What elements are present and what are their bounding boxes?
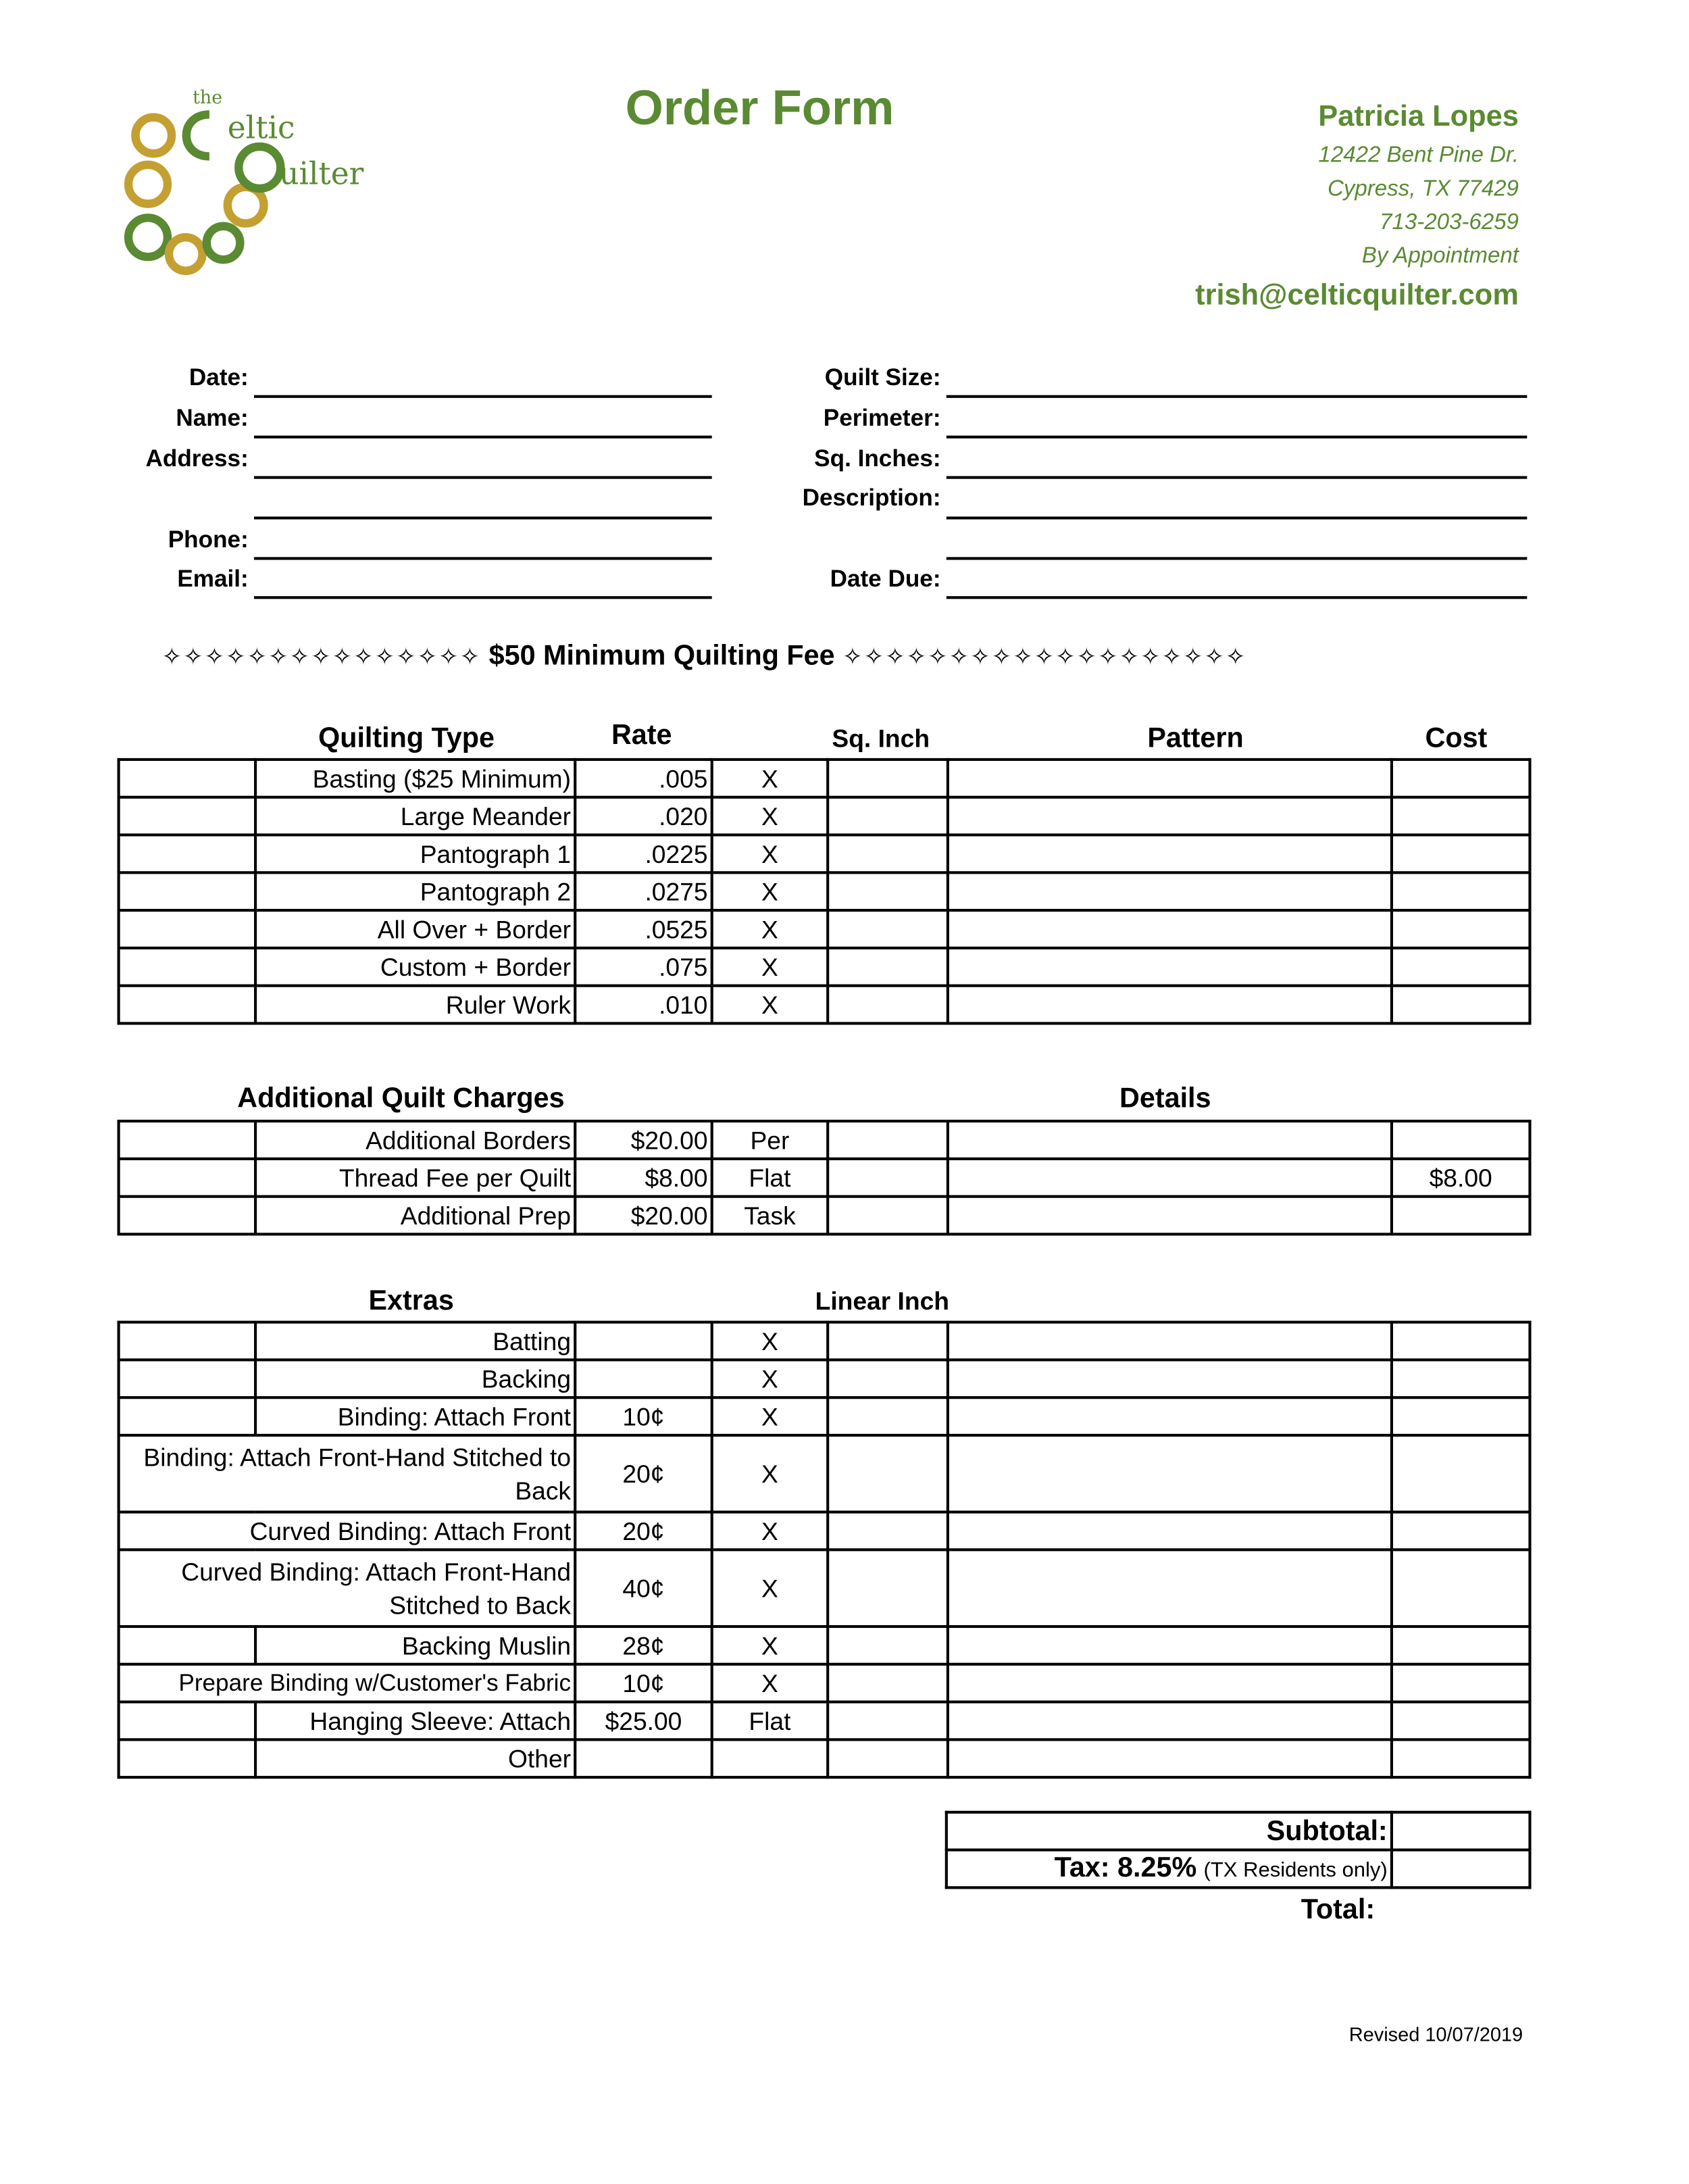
quilting-row bbox=[119, 797, 1530, 835]
date-due-label: Date Due: bbox=[830, 565, 941, 593]
extras-header: Extras bbox=[368, 1285, 454, 1317]
additional-charges-table bbox=[118, 1120, 1532, 1235]
pattern-cell[interactable] bbox=[948, 986, 1392, 1024]
extras-row bbox=[119, 1627, 1530, 1664]
multiply-cell: X bbox=[712, 1512, 828, 1550]
date-label: Date: bbox=[188, 364, 249, 391]
pattern-cell[interactable] bbox=[948, 910, 1392, 948]
linear-inch-cell[interactable] bbox=[828, 1627, 948, 1664]
select-cell[interactable] bbox=[119, 1322, 255, 1360]
linear-inch-cell[interactable] bbox=[828, 1397, 948, 1435]
linear-inch-cell[interactable] bbox=[828, 1702, 948, 1740]
multiply-cell: X bbox=[712, 797, 828, 835]
select-cell[interactable] bbox=[119, 1397, 255, 1435]
minimum-fee-text: $50 Minimum Quilting Fee bbox=[488, 641, 835, 672]
totals-table bbox=[945, 1811, 1532, 1889]
multiply-cell: X bbox=[712, 1360, 828, 1397]
pattern-cell[interactable] bbox=[948, 948, 1392, 986]
select-cell[interactable] bbox=[119, 910, 255, 948]
multiply-cell: X bbox=[712, 835, 828, 873]
extra-type-cell: Other bbox=[255, 1739, 575, 1777]
sq-inches-field[interactable] bbox=[947, 476, 1527, 479]
hours: By Appointment bbox=[1361, 244, 1519, 268]
multiply-cell: X bbox=[712, 1435, 828, 1512]
quilt-size-label: Quilt Size: bbox=[824, 364, 941, 391]
multiply-cell: X bbox=[712, 1627, 828, 1664]
details-cell[interactable] bbox=[948, 1322, 1392, 1360]
select-cell[interactable] bbox=[119, 948, 255, 986]
details-cell[interactable] bbox=[948, 1435, 1392, 1512]
details-cell[interactable] bbox=[948, 1121, 1392, 1159]
linear-inch-cell[interactable] bbox=[828, 1739, 948, 1777]
rate-cell bbox=[575, 1739, 711, 1777]
rate-cell: $20.00 bbox=[575, 1121, 711, 1159]
address-field-1[interactable] bbox=[254, 476, 712, 479]
rate-header: Rate bbox=[611, 720, 672, 751]
cost-header: Cost bbox=[1425, 723, 1488, 754]
extra-type-cell: Batting bbox=[255, 1322, 575, 1360]
quilting-type-cell: Ruler Work bbox=[255, 986, 575, 1024]
details-cell[interactable] bbox=[948, 1739, 1392, 1777]
cost-cell[interactable] bbox=[1392, 1702, 1530, 1740]
tax-value[interactable] bbox=[1392, 1850, 1530, 1888]
cost-cell[interactable] bbox=[1392, 1627, 1530, 1664]
tax-note: (TX Residents only) bbox=[1203, 1857, 1388, 1882]
charge-type-cell: Additional Prep bbox=[255, 1197, 575, 1235]
phone-number: 713-203-6259 bbox=[1380, 210, 1519, 235]
unit-cell: Flat bbox=[712, 1159, 828, 1197]
extras-row bbox=[119, 1360, 1530, 1397]
cost-cell[interactable] bbox=[1392, 1435, 1530, 1512]
cost-cell[interactable] bbox=[1392, 1360, 1530, 1397]
cost-cell[interactable] bbox=[1392, 760, 1530, 797]
address-field-2[interactable] bbox=[254, 516, 712, 519]
extras-row bbox=[119, 1435, 1530, 1512]
extra-type-cell: Binding: Attach Front-Hand Stitched to Back bbox=[119, 1435, 576, 1512]
celtic-quilter-logo bbox=[123, 86, 395, 275]
subtotal-label: Subtotal: bbox=[947, 1812, 1392, 1850]
multiply-cell: X bbox=[712, 948, 828, 986]
additional-charge-row bbox=[119, 1159, 1530, 1197]
rate-cell: .020 bbox=[575, 797, 711, 835]
date-due-field[interactable] bbox=[947, 596, 1527, 599]
select-cell[interactable] bbox=[119, 1197, 255, 1235]
subtotal-value[interactable] bbox=[1392, 1812, 1530, 1850]
business-owner-name: Patricia Lopes bbox=[1318, 100, 1519, 133]
select-cell[interactable] bbox=[119, 872, 255, 910]
multiply-cell: X bbox=[712, 760, 828, 797]
pattern-cell[interactable] bbox=[948, 872, 1392, 910]
page-title: Order Form bbox=[625, 80, 894, 136]
details-cell[interactable] bbox=[948, 1664, 1392, 1702]
email-field[interactable] bbox=[254, 596, 712, 599]
details-cell[interactable] bbox=[948, 1197, 1392, 1235]
sq-inch-cell[interactable] bbox=[828, 910, 948, 948]
rate-cell: $8.00 bbox=[575, 1159, 711, 1197]
details-cell[interactable] bbox=[948, 1397, 1392, 1435]
pattern-header: Pattern bbox=[1147, 723, 1244, 754]
additional-charge-row bbox=[119, 1197, 1530, 1235]
details-cell[interactable] bbox=[948, 1360, 1392, 1397]
cost-cell[interactable] bbox=[1392, 1664, 1530, 1702]
description-field-2[interactable] bbox=[947, 557, 1527, 560]
phone-label: Phone: bbox=[168, 526, 249, 553]
linear-inch-cell[interactable] bbox=[828, 1512, 948, 1550]
rate-cell: .075 bbox=[575, 948, 711, 986]
extra-type-cell: Prepare Binding w/Customer's Fabric bbox=[119, 1664, 576, 1702]
quilting-row bbox=[119, 948, 1530, 986]
rate-cell: .0225 bbox=[575, 835, 711, 873]
unit-cell: Per bbox=[712, 1121, 828, 1159]
cost-cell[interactable] bbox=[1392, 910, 1530, 948]
rate-cell: $25.00 bbox=[575, 1702, 711, 1740]
extra-type-cell: Curved Binding: Attach Front bbox=[119, 1512, 576, 1550]
rate-cell: 20¢ bbox=[575, 1435, 711, 1512]
details-cell[interactable] bbox=[948, 1512, 1392, 1550]
cost-cell[interactable] bbox=[1392, 835, 1530, 873]
rate-cell: $20.00 bbox=[575, 1197, 711, 1235]
select-cell[interactable] bbox=[119, 760, 255, 797]
multiply-cell: X bbox=[712, 872, 828, 910]
cost-cell[interactable] bbox=[1392, 872, 1530, 910]
linear-inch-cell[interactable] bbox=[828, 1322, 948, 1360]
perimeter-field[interactable] bbox=[947, 436, 1527, 439]
rate-cell: 40¢ bbox=[575, 1549, 711, 1627]
details-cell[interactable] bbox=[948, 1702, 1392, 1740]
extras-table bbox=[118, 1321, 1532, 1779]
multiply-cell: Flat bbox=[712, 1702, 828, 1740]
email-link[interactable]: trish@celticquilter.com bbox=[1195, 279, 1519, 312]
address-label: Address: bbox=[145, 445, 249, 472]
select-cell[interactable] bbox=[119, 1627, 255, 1664]
rate-cell bbox=[575, 1322, 711, 1360]
select-cell[interactable] bbox=[119, 1702, 255, 1740]
revised-date: Revised 10/07/2019 bbox=[1348, 2022, 1523, 2045]
quilting-table bbox=[118, 758, 1532, 1025]
multiply-cell: X bbox=[712, 1322, 828, 1360]
pattern-cell[interactable] bbox=[948, 835, 1392, 873]
extra-type-cell: Hanging Sleeve: Attach bbox=[255, 1702, 575, 1740]
multiply-cell: X bbox=[712, 1664, 828, 1702]
select-cell[interactable] bbox=[119, 835, 255, 873]
cost-cell[interactable] bbox=[1392, 797, 1530, 835]
details-header: Details bbox=[1119, 1083, 1211, 1114]
rate-cell: 28¢ bbox=[575, 1627, 711, 1664]
sq-inch-header: Sq. Inch bbox=[832, 724, 930, 753]
quantity-cell[interactable] bbox=[828, 1197, 948, 1235]
pattern-cell[interactable] bbox=[948, 760, 1392, 797]
quilting-row bbox=[119, 835, 1530, 873]
cost-cell[interactable] bbox=[1392, 986, 1530, 1024]
cost-cell[interactable] bbox=[1392, 1397, 1530, 1435]
multiply-cell: X bbox=[712, 986, 828, 1024]
quilting-type-cell: Large Meander bbox=[255, 797, 575, 835]
rate-cell: .0525 bbox=[575, 910, 711, 948]
details-cell[interactable] bbox=[948, 1159, 1392, 1197]
quilting-row bbox=[119, 760, 1530, 797]
select-cell[interactable] bbox=[119, 1739, 255, 1777]
extras-row bbox=[119, 1739, 1530, 1777]
tax-label-cell bbox=[947, 1850, 1392, 1888]
rate-cell: .010 bbox=[575, 986, 711, 1024]
subtotal-row bbox=[947, 1812, 1530, 1850]
linear-inch-cell[interactable] bbox=[828, 1664, 948, 1702]
extras-row bbox=[119, 1512, 1530, 1550]
svg-text:eltic: eltic bbox=[227, 109, 295, 146]
total-label: Total: bbox=[1301, 1894, 1376, 1926]
linear-inch-cell[interactable] bbox=[828, 1435, 948, 1512]
select-cell[interactable] bbox=[119, 1360, 255, 1397]
quilting-type-cell: All Over + Border bbox=[255, 910, 575, 948]
sq-inch-cell[interactable] bbox=[828, 760, 948, 797]
cost-cell[interactable] bbox=[1392, 1739, 1530, 1777]
rate-cell: 20¢ bbox=[575, 1512, 711, 1550]
sparkle-decoration-left: ✧✧✧✧✧✧✧✧✧✧✧✧✧✧✧ bbox=[161, 643, 482, 672]
tax-label: Tax: 8.25% bbox=[1054, 1852, 1197, 1883]
quilting-type-cell: Pantograph 2 bbox=[255, 872, 575, 910]
minimum-fee-banner bbox=[162, 641, 1247, 673]
quilting-row bbox=[119, 986, 1530, 1024]
sq-inch-cell[interactable] bbox=[828, 872, 948, 910]
extras-row bbox=[119, 1664, 1530, 1702]
svg-text:uilter: uilter bbox=[279, 155, 364, 192]
cost-cell[interactable] bbox=[1392, 1197, 1530, 1235]
perimeter-label: Perimeter: bbox=[823, 405, 941, 432]
extra-type-cell: Backing Muslin bbox=[255, 1627, 575, 1664]
select-cell[interactable] bbox=[119, 797, 255, 835]
phone-field[interactable] bbox=[254, 557, 712, 560]
tax-row bbox=[947, 1850, 1530, 1888]
charge-type-cell: Additional Borders bbox=[255, 1121, 575, 1159]
select-cell[interactable] bbox=[119, 1159, 255, 1197]
extras-row bbox=[119, 1397, 1530, 1435]
rate-cell: 10¢ bbox=[575, 1397, 711, 1435]
quilting-type-cell: Custom + Border bbox=[255, 948, 575, 986]
quilting-row bbox=[119, 872, 1530, 910]
sq-inch-cell[interactable] bbox=[828, 797, 948, 835]
pattern-cell[interactable] bbox=[948, 797, 1392, 835]
details-cell[interactable] bbox=[948, 1549, 1392, 1627]
address-line-2: Cypress, TX 77429 bbox=[1327, 177, 1519, 201]
rate-cell: .005 bbox=[575, 760, 711, 797]
rate-cell: .0275 bbox=[575, 872, 711, 910]
extras-row bbox=[119, 1322, 1530, 1360]
multiply-cell: X bbox=[712, 1397, 828, 1435]
linear-inch-cell[interactable] bbox=[828, 1549, 948, 1627]
description-label: Description: bbox=[802, 484, 941, 512]
quilting-row bbox=[119, 910, 1530, 948]
quilting-type-cell: Basting ($25 Minimum) bbox=[255, 760, 575, 797]
cost-cell[interactable] bbox=[1392, 1322, 1530, 1360]
quilt-size-field[interactable] bbox=[947, 395, 1527, 398]
address-line-1: 12422 Bent Pine Dr. bbox=[1318, 143, 1519, 168]
name-label: Name: bbox=[176, 405, 249, 432]
rate-cell bbox=[575, 1360, 711, 1397]
multiply-cell: X bbox=[712, 1549, 828, 1627]
select-cell[interactable] bbox=[119, 1121, 255, 1159]
details-cell[interactable] bbox=[948, 1627, 1392, 1664]
quilting-type-cell: Pantograph 1 bbox=[255, 835, 575, 873]
extras-row bbox=[119, 1702, 1530, 1740]
additional-charge-row bbox=[119, 1121, 1530, 1159]
quilting-type-header: Quilting Type bbox=[318, 723, 495, 754]
sparkle-decoration-right: ✧✧✧✧✧✧✧✧✧✧✧✧✧✧✧✧✧✧✧ bbox=[842, 643, 1247, 672]
description-field-1[interactable] bbox=[947, 516, 1527, 519]
sq-inches-label: Sq. Inches: bbox=[814, 445, 941, 472]
multiply-cell: X bbox=[712, 910, 828, 948]
linear-inch-header: Linear Inch bbox=[815, 1287, 950, 1316]
quantity-cell[interactable] bbox=[828, 1121, 948, 1159]
email-label: Email: bbox=[177, 565, 249, 593]
extra-type-cell: Binding: Attach Front bbox=[255, 1397, 575, 1435]
date-field[interactable] bbox=[254, 395, 712, 398]
extras-row bbox=[119, 1549, 1530, 1627]
extra-type-cell: Curved Binding: Attach Front-Hand Stitched to Back bbox=[119, 1549, 576, 1627]
select-cell[interactable] bbox=[119, 986, 255, 1024]
sq-inch-cell[interactable] bbox=[828, 948, 948, 986]
linear-inch-cell[interactable] bbox=[828, 1360, 948, 1397]
charge-type-cell: Thread Fee per Quilt bbox=[255, 1159, 575, 1197]
additional-charges-header: Additional Quilt Charges bbox=[237, 1083, 565, 1114]
cost-cell[interactable] bbox=[1392, 948, 1530, 986]
rate-cell: 10¢ bbox=[575, 1664, 711, 1702]
cost-cell[interactable] bbox=[1392, 1121, 1530, 1159]
quantity-cell[interactable] bbox=[828, 1159, 948, 1197]
sq-inch-cell[interactable] bbox=[828, 835, 948, 873]
svg-text:the: the bbox=[193, 86, 223, 108]
cost-cell[interactable]: $8.00 bbox=[1392, 1159, 1530, 1197]
sq-inch-cell[interactable] bbox=[828, 986, 948, 1024]
name-field[interactable] bbox=[254, 436, 712, 439]
unit-cell: Task bbox=[712, 1197, 828, 1235]
cost-cell[interactable] bbox=[1392, 1512, 1530, 1550]
extra-type-cell: Backing bbox=[255, 1360, 575, 1397]
cost-cell[interactable] bbox=[1392, 1549, 1530, 1627]
multiply-cell bbox=[712, 1739, 828, 1777]
